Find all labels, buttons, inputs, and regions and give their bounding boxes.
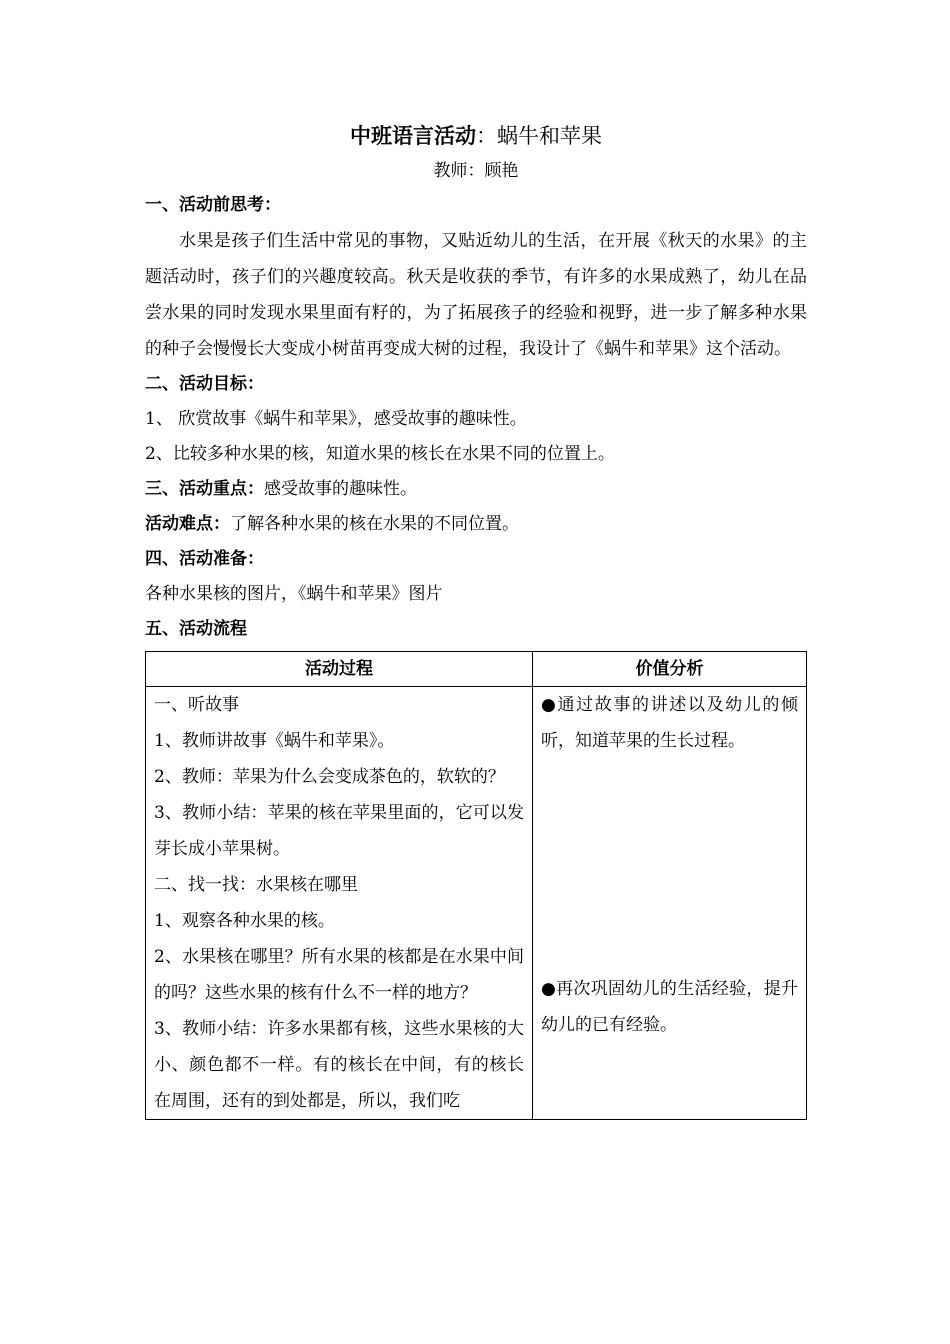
analysis-item-1: ●通过故事的讲述以及幼儿的倾听，知道苹果的生长过程。 [541, 695, 798, 751]
process-line: 3、教师小结：许多水果都有核，这些水果核的大小、颜色都不一样。有的核长在中间，有的核长在周围，还有的到处都是，所以，我们吃 [154, 1019, 524, 1111]
analysis-cell [533, 687, 807, 1120]
header-analysis: 价值分析 [533, 652, 807, 687]
section-1-paragraph: 水果是孩子们生活中常见的事物，又贴近幼儿的生活，在开展《秋天的水果》的主题活动时，孩子们的兴趣度较高。秋天是收获的季节，有许多的水果成熟了，幼儿在品尝水果的同时发现水果里面有籽的，为了拓展孩子的经验和视野，进一步了解多种水果的种子会慢慢长大变成小树苗再变成大树的过程，我设计了《蜗牛和苹果》这个活动。 [145, 231, 807, 359]
goal-item-2: 2、比较多种水果的核，知道水果的核长在水果不同的位置上。 [145, 444, 615, 464]
focus-text: 感受故事的趣味性。 [264, 479, 417, 499]
analysis-item-2: ●再次巩固幼儿的生活经验，提升幼儿的已有经验。 [541, 979, 798, 1035]
process-line: 2、水果核在哪里？所有水果的核都是在水果中间的吗？这些水果的核有什么不一样的地方？ [154, 947, 524, 1003]
process-cell [146, 687, 533, 1120]
document-page [145, 118, 807, 1120]
difficulty-label: 活动难点： [145, 514, 230, 534]
focus-line [145, 472, 807, 507]
table-row [146, 687, 807, 1120]
page-title [145, 118, 807, 154]
preparation-text: 各种水果核的图片，《蜗牛和苹果》图片 [145, 584, 443, 604]
process-line: 2、教师：苹果为什么会变成茶色的，软软的？ [154, 767, 505, 787]
process-line: 1、教师讲故事《蜗牛和苹果》。 [154, 731, 395, 751]
process-line: 1、观察各种水果的核。 [154, 911, 335, 931]
analysis-spacer [541, 759, 798, 971]
title-bold-part: 中班语言活动 [350, 123, 476, 148]
process-line: 3、教师小结：苹果的核在苹果里面的，它可以发芽长成小苹果树。 [154, 803, 524, 859]
header-process: 活动过程 [146, 652, 533, 687]
teacher-line: 教师：顾艳 [433, 161, 519, 181]
section-1-heading: 一、活动前思考： [145, 195, 281, 215]
table-header-row [146, 652, 807, 687]
goal-item-1: 1、 欣赏故事《蜗牛和苹果》，感受故事的趣味性。 [145, 409, 527, 429]
difficulty-line [145, 507, 807, 542]
section-5-heading: 五、活动流程 [145, 619, 247, 639]
process-line: 一、听故事 [154, 695, 239, 715]
section-2-heading: 二、活动目标： [145, 374, 264, 394]
section-4-heading: 四、活动准备： [145, 549, 264, 569]
difficulty-text: 了解各种水果的核在水果的不同位置。 [230, 514, 519, 534]
title-rest: ：蜗牛和苹果 [476, 124, 602, 148]
focus-label: 三、活动重点： [145, 479, 264, 499]
process-line: 二、找一找：水果核在哪里 [154, 875, 358, 895]
activity-flow-table [145, 651, 807, 1120]
